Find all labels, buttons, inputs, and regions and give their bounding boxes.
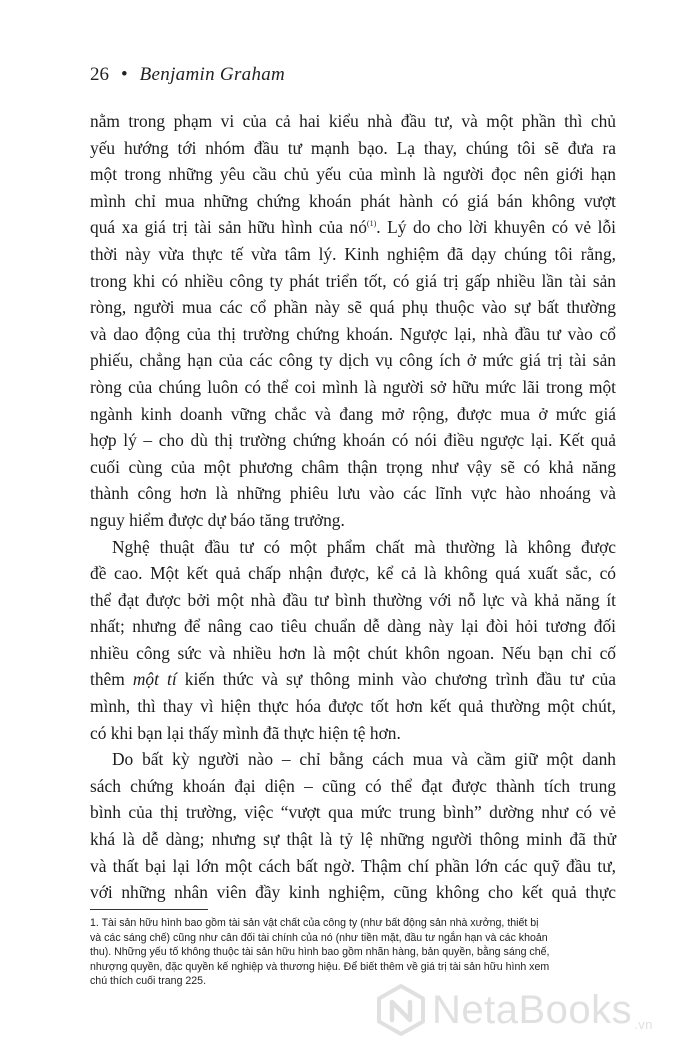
text-line: và thất bại lại lớn một cách bất ngờ. Thậm chí phần lớn các quỹ đầu tư, — [90, 855, 616, 876]
text-segment: thêm — [90, 669, 133, 690]
text-line: và dao động của thị trường chứng khoán. Ngược lại, nhà đầu tư vào cổ — [90, 323, 616, 344]
text-line: Do bất kỳ người nào – chỉ bằng cách mua và cầm giữ một danh — [112, 749, 616, 770]
text-line: với những nhân viên đầy kinh nghiệm, cũng không cho kết quả thực — [90, 882, 616, 903]
text-line: trong khi có nhiều công ty phát triển tốt, có giá trị gấp nhiều lần tài sản — [90, 270, 616, 291]
footnote-line: thu). Những yếu tố không thuộc tài sản hữu hình bao gồm nhãn hàng, bản quyền, bằng sáng chế, — [90, 946, 550, 959]
netabooks-logo-icon — [374, 983, 428, 1037]
text-line: cuối cùng của một phương châm thận trọng như vậy sẽ có khả năng — [90, 456, 616, 477]
text-line: thể đạt được bởi một nhà đầu tư bình thường với nỗ lực và khả năng ít — [90, 589, 616, 610]
emphasis-text: một tí — [132, 669, 177, 690]
running-head — [90, 64, 285, 86]
text-line: thành công hơn là những phiêu lưu vào các lĩnh vực hào nhoáng và — [90, 483, 616, 504]
text-segment: . Lý do cho lời khuyên có vẻ lỗi — [376, 217, 616, 238]
footnote-line: và các sáng chế) cũng như cân đối tài chính của nó (như tiền mặt, đầu tư ngắn hạn và các khoản — [90, 931, 548, 944]
watermark-brand-name: NetaBooks — [432, 987, 633, 1032]
text-line-with-footnote-ref — [90, 214, 616, 241]
footnote-reference[interactable]: (1) — [366, 219, 377, 229]
text-line: hợp lý – cho dù thị trường chứng khoán có nói điều ngược lại. Kết quả — [90, 430, 616, 451]
paragraph-3 — [90, 746, 616, 906]
text-segment: kiến thức và sự thông minh vào chương trình đầu tư của — [176, 669, 616, 690]
paragraph-2 — [90, 534, 616, 747]
watermark-domain-suffix: .vn — [634, 1016, 654, 1032]
header-bullet: • — [121, 64, 128, 85]
text-line: bình của thị trường, việc “vượt qua mức trung bình” dường như có vẻ — [90, 802, 616, 823]
page-number: 26 — [90, 64, 109, 85]
text-segment: quá xa giá trị tài sản hữu hình của nó — [90, 217, 367, 238]
footnote-line: nhượng quyền, đặc quyền kế nghiệp và thương hiệu. Để biết thêm về giá trị tài sản hữu hình xem — [90, 960, 550, 973]
footnote-line: chú thích cuối trang 225. — [90, 975, 207, 988]
footnote-line: 1. Tài sản hữu hình bao gồm tài sản vật chất của công ty (như bất động sản nhà xưởng, thiết bị — [90, 917, 539, 929]
watermark — [374, 980, 653, 1040]
text-line: nhất; nhưng để nâng cao tiêu chuẩn dễ dàng này lại đòi hỏi tương đối — [90, 616, 616, 637]
text-line: mình, thì thay vì hiện thực hóa được tốt hơn kết quả thường một chút, — [90, 696, 616, 717]
paragraph-1 — [90, 108, 616, 534]
text-line: ròng, người mua các cổ phần này sẽ quá phụ thuộc vào sự bất thường — [90, 297, 616, 318]
text-line: một trong những yêu cầu chủ yếu của mình là người đọc nên giới hạn — [90, 164, 616, 185]
text-line-with-emphasis — [90, 666, 616, 693]
text-line: mình chỉ mua những chứng khoán phát hành có giá bán không vượt — [90, 190, 616, 211]
text-line: Nghệ thuật đầu tư có một phẩm chất mà thường là không được — [112, 536, 616, 557]
running-head-author: Benjamin Graham — [139, 64, 286, 85]
text-line: ngành kinh doanh vững chắc và đang mở rộng, được mua ở mức giá — [90, 403, 616, 424]
text-line: nằm trong phạm vi của cả hai kiểu nhà đầu tư, và một phần thì chủ — [90, 111, 616, 131]
text-line: có khi bạn lại thấy mình đã thực hiện tệ hơn. — [90, 722, 401, 743]
text-line: đề cao. Một kết quả chấp nhận được, kể cả là không quá xuất sắc, có — [90, 563, 616, 584]
text-line: thời này vừa thực tế vừa tâm lý. Kinh nghiệm đã dạy chúng tôi rằng, — [90, 243, 616, 264]
text-line: ròng của chúng luôn có thể coi mình là người sở hữu mức lãi trong một — [90, 376, 616, 397]
body-text — [90, 108, 616, 906]
watermark-brand — [432, 988, 653, 1033]
footnote-divider — [90, 909, 208, 910]
text-line: yếu hướng tới nhóm đầu tư mạnh bạo. Lạ thay, chúng tôi sẽ đưa ra — [90, 137, 616, 158]
text-line: nguy hiểm được dự báo tăng trưởng. — [90, 509, 345, 530]
text-line: phiếu, chẳng hạn của các công ty dịch vụ công ích ở mức giá trị tài sản — [90, 350, 616, 371]
text-line: sách chứng khoán đại diện – cũng có thể đạt được thành tích trung — [90, 775, 616, 796]
text-line: khá là dễ dàng; nhưng sự thật là tỷ lệ những người thông minh đã thử — [90, 829, 616, 850]
footnote — [90, 916, 620, 989]
text-line: nhiều công sức và nhiều hơn là một chút khôn ngoan. Nếu bạn chỉ cố — [90, 642, 616, 663]
